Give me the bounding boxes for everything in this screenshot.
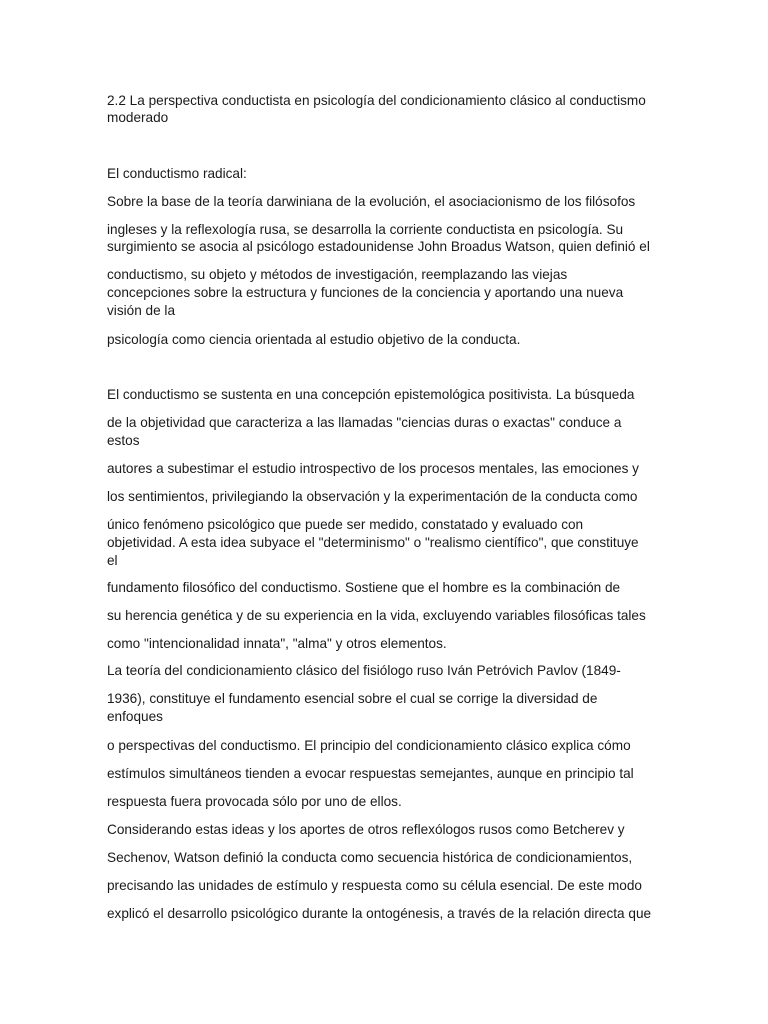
paragraph-line: fundamento filosófico del conductismo. Sostiene que el hombre es la combinación de xyxy=(107,580,621,595)
paragraph-line: respuesta fuera provocada sólo por uno de ellos. xyxy=(107,794,402,809)
section-heading-continuation: moderado xyxy=(107,110,169,125)
paragraph-line: psicología como ciencia orientada al estudio objetivo de la conducta. xyxy=(107,332,521,347)
paragraph-line: o perspectivas del conductismo. El principio del condicionamiento clásico explica cómo xyxy=(107,738,631,753)
paragraph-line: estímulos simultáneos tienden a evocar respuestas semejantes, aunque en principio tal xyxy=(107,766,634,781)
paragraph-line: surgimiento se asocia al psicólogo estadounidense John Broadus Watson, quien definió el xyxy=(107,239,650,254)
paragraph-line: concepciones sobre la estructura y funciones de la conciencia y aportando una nueva xyxy=(107,285,624,300)
paragraph-line: conductismo, su objeto y métodos de investigación, reemplazando las viejas xyxy=(107,267,568,282)
paragraph-line: Sechenov, Watson definió la conducta como secuencia histórica de condicionamientos, xyxy=(107,850,633,865)
paragraph-line: único fenómeno psicológico que puede ser medido, constatado y evaluado con xyxy=(107,517,584,532)
paragraph-line: Sobre la base de la teoría darwiniana de la evolución, el asociacionismo de los filósofos xyxy=(107,194,636,209)
paragraph-line: ingleses y la reflexología rusa, se desarrolla la corriente conductista en psicología. Su xyxy=(107,222,624,237)
paragraph-line: enfoques xyxy=(107,709,163,724)
paragraph-line: 1936), constituye el fundamento esencial sobre el cual se corrige la diversidad de xyxy=(107,691,598,706)
paragraph-line: estos xyxy=(107,433,140,448)
paragraph-line: precisando las unidades de estímulo y respuesta como su célula esencial. De este modo xyxy=(107,878,642,893)
subheading: El conductismo radical: xyxy=(107,166,247,181)
paragraph-line: visión de la xyxy=(107,303,176,318)
paragraph-line: autores a subestimar el estudio introspectivo de los procesos mentales, las emociones y xyxy=(107,461,639,476)
paragraph-line: los sentimientos, privilegiando la observación y la experimentación de la conducta como xyxy=(107,489,638,504)
paragraph-line: El conductismo se sustenta en una concepción epistemológica positivista. La búsqueda xyxy=(107,387,635,402)
paragraph-line: su herencia genética y de su experiencia en la vida, excluyendo variables filosóficas tales xyxy=(107,608,646,623)
paragraph-line: de la objetividad que caracteriza a las llamadas "ciencias duras o exactas" conduce a xyxy=(107,415,622,430)
paragraph-line: objetividad. A esta idea subyace el "determinismo" o "realismo científico", que constituye xyxy=(107,535,639,550)
paragraph-line: La teoría del condicionamiento clásico del fisiólogo ruso Iván Petróvich Pavlov (1849- xyxy=(107,663,621,678)
paragraph-line: explicó el desarrollo psicológico durante la ontogénesis, a través de la relación directa que xyxy=(107,906,652,921)
paragraph-line: el xyxy=(107,553,118,568)
paragraph-line: como "intencionalidad innata", "alma" y otros elementos. xyxy=(107,636,447,651)
paragraph-line: Considerando estas ideas y los aportes de otros reflexólogos rusos como Betcherev y xyxy=(107,822,625,837)
section-heading: 2.2 La perspectiva conductista en psicología del condicionamiento clásico al conductismo xyxy=(107,93,646,108)
